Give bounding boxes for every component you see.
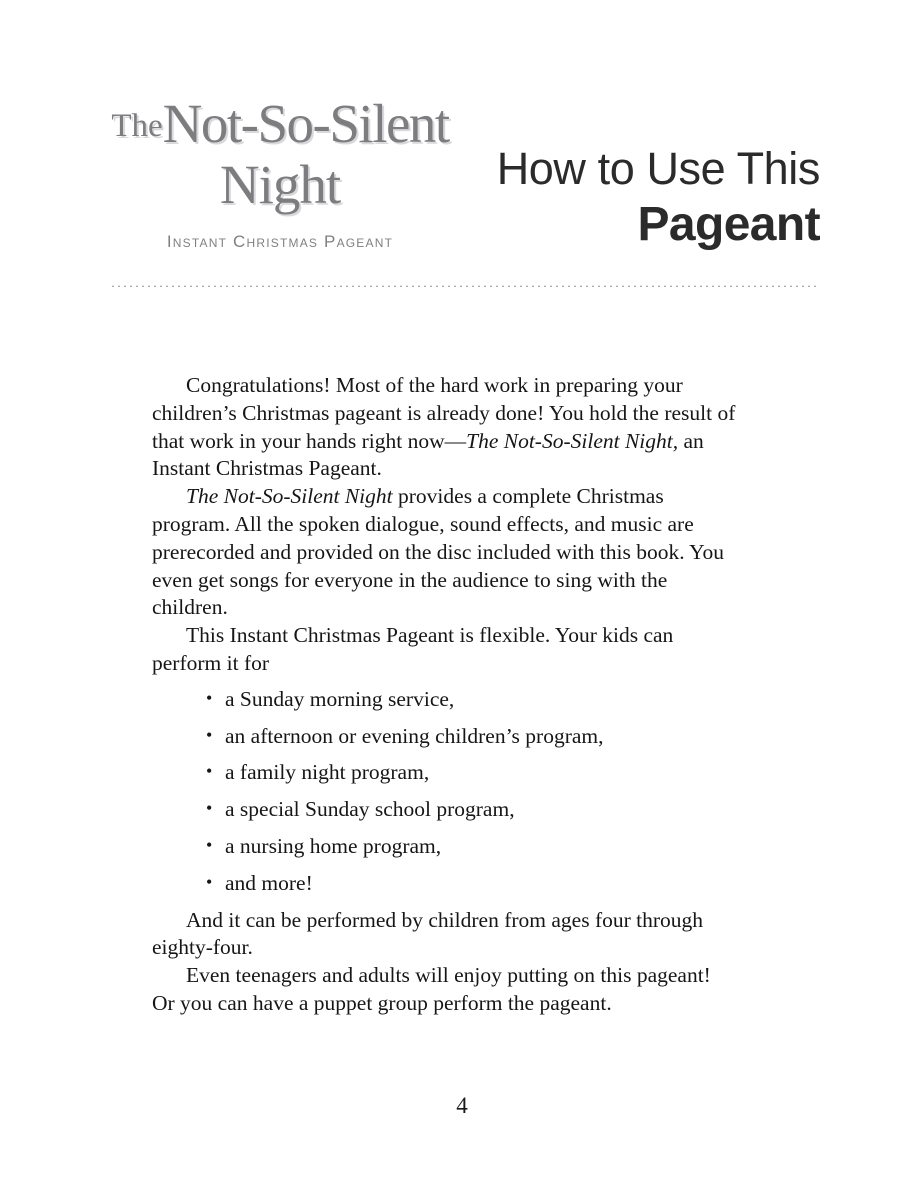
list-item: • and more! bbox=[152, 870, 737, 898]
page-number: 4 bbox=[456, 1093, 468, 1118]
italic-title-run: The Not-So-Silent Night, bbox=[466, 428, 679, 453]
text-run: an Instant Christmas Pageant. bbox=[152, 428, 704, 481]
text-run: This Instant Christmas Pageant is flexible. Your kids can perform it for bbox=[152, 623, 674, 675]
page-title-line-two: Pageant bbox=[637, 198, 820, 252]
paragraph-group-top bbox=[152, 372, 737, 678]
page-header bbox=[110, 93, 820, 276]
list-item: • an afternoon or evening children’s program, bbox=[152, 723, 737, 751]
page-title-line-one: How to Use This bbox=[496, 143, 820, 194]
list-item: • a family night program, bbox=[152, 759, 737, 787]
text-run: Even teenagers and adults will enjoy putting on this pageant! Or you can have a puppet group perform the pageant. bbox=[152, 963, 711, 1015]
italic-title-run: The Not-So-Silent Night bbox=[186, 484, 393, 509]
text-run: Congratulations! Most of the hard work in preparing your children’s Christmas pageant is already done! You hold the result of that work in your hands right now— bbox=[152, 373, 736, 453]
body-content bbox=[152, 372, 737, 1018]
logo-word-the: The bbox=[111, 108, 163, 144]
logo-word-night: Night bbox=[219, 154, 341, 215]
performance-options-list bbox=[152, 686, 737, 898]
list-item: • a Sunday morning service, bbox=[152, 686, 737, 714]
text-run: And it can be performed by children from ages four through eighty-four. bbox=[152, 907, 704, 960]
list-item: • a nursing home program, bbox=[152, 833, 737, 861]
paragraph-teens-adults bbox=[152, 962, 737, 1018]
paragraph-flexible-intro bbox=[152, 622, 737, 678]
paragraph-program-description bbox=[152, 483, 737, 622]
logo-subtitle: Instant Christmas Pageant bbox=[166, 232, 394, 251]
paragraph-intro bbox=[152, 372, 737, 483]
logo-line-one bbox=[110, 93, 450, 154]
page-title bbox=[400, 142, 820, 252]
text-run: provides a complete Christmas program. All the spoken dialogue, sound effects, and music are prerecorded and provided on the disc included with this book. You even get songs for everyone in the audience to sing with the children. bbox=[152, 484, 725, 620]
paragraph-group-bottom bbox=[152, 907, 737, 1018]
book-logo bbox=[110, 93, 450, 252]
paragraph-ages bbox=[152, 907, 737, 963]
list-item: • a special Sunday school program, bbox=[152, 796, 737, 824]
header-divider bbox=[110, 284, 820, 287]
logo-word-not-so-silent: Not-So-Silent bbox=[162, 93, 449, 154]
